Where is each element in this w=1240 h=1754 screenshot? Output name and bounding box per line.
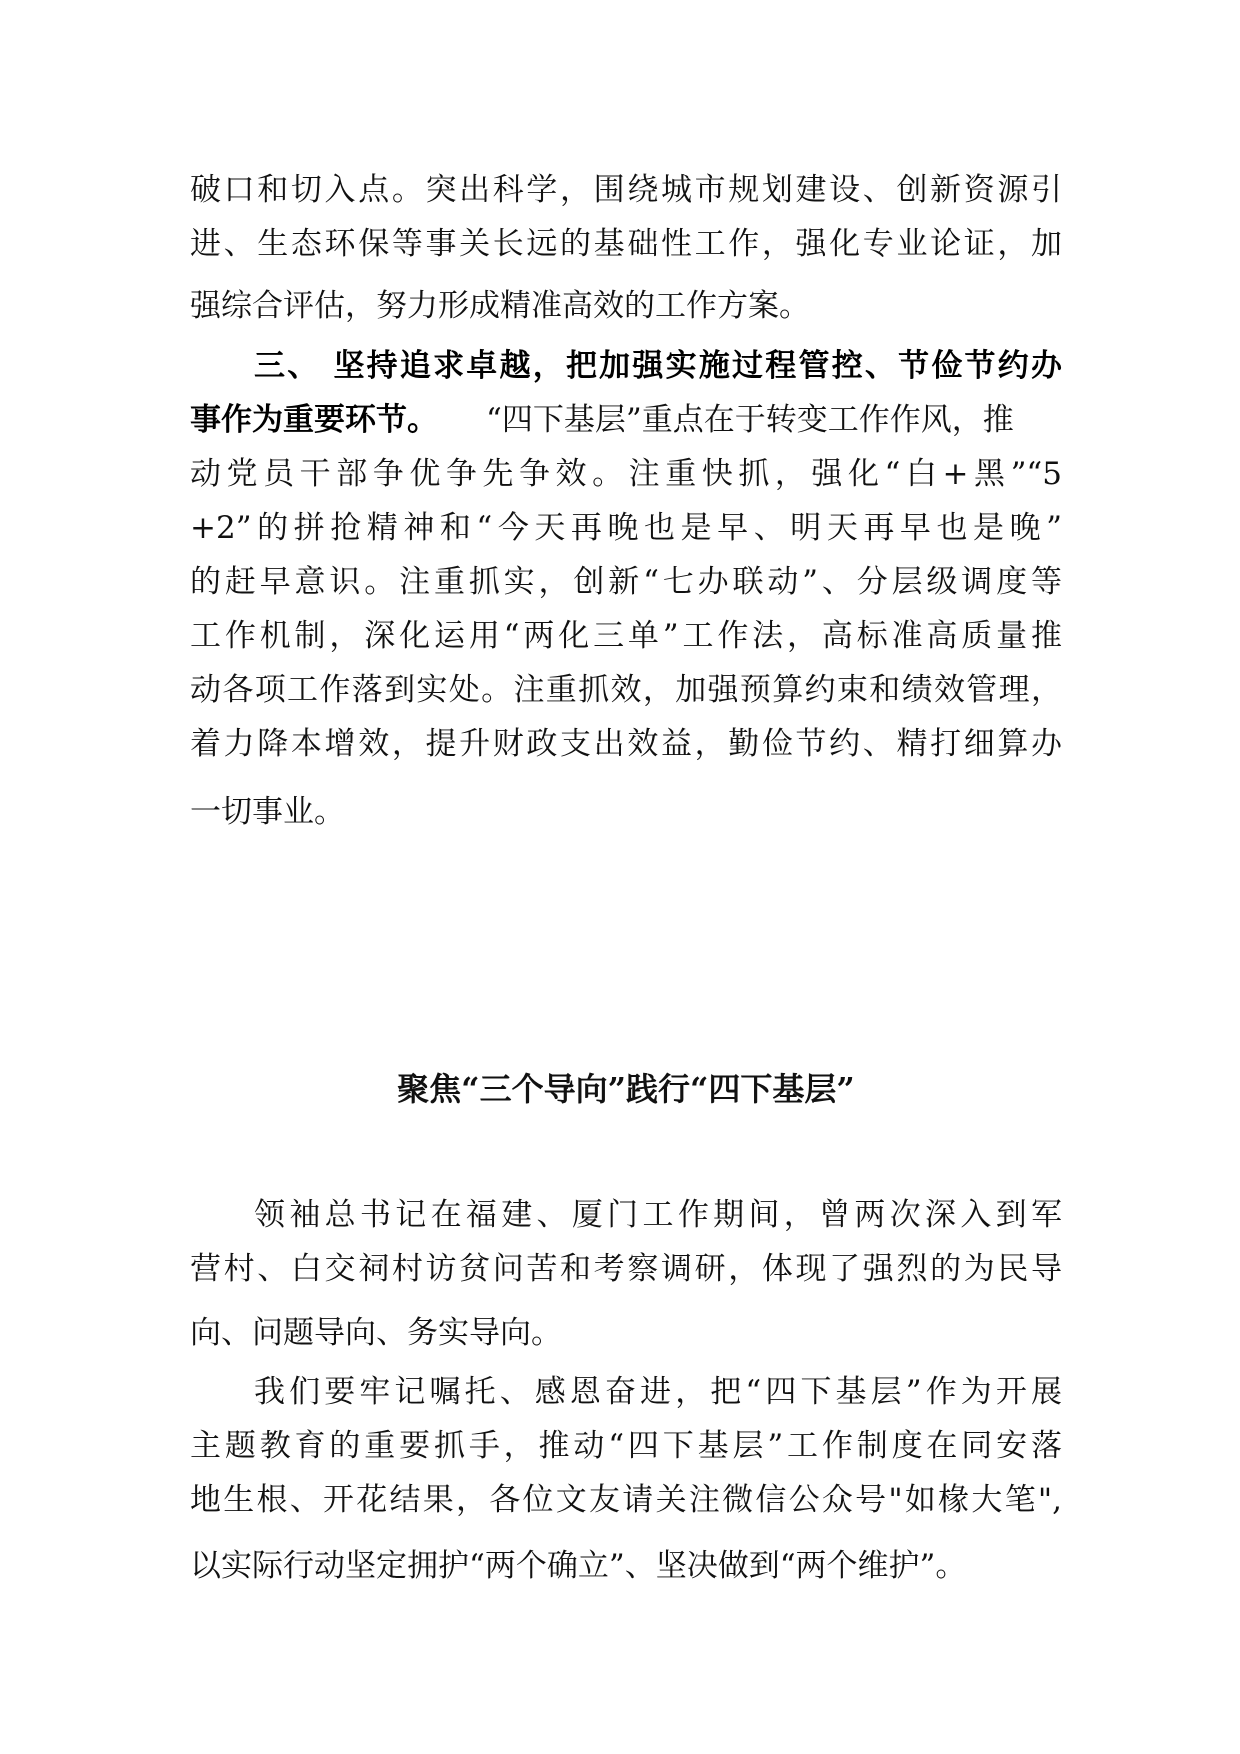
article-paragraph-2 (190, 1365, 1062, 1593)
paragraph-line: 营村、白交祠村访贫问苦和考察调研，体现了强烈的为民导 (190, 1251, 1062, 1287)
paragraph-line: 的赶早意识。注重抓实，创新“七办联动”、分层级调度等 (190, 564, 1062, 600)
paragraph-line: 强综合评估，努力形成精准高效的工作方案。 (190, 288, 810, 324)
paragraph-line: 主题教育的重要抓手，推动“四下基层”工作制度在同安落 (190, 1428, 1062, 1464)
paragraph-line: 破口和切入点。突出科学，围绕城市规划建设、创新资源引 (190, 172, 1062, 208)
paragraph-text: “四下基层”重点在于转变工作作风，推 (486, 402, 1014, 438)
paragraph-line: 动各项工作落到实处。注重抓效，加强预算约束和绩效管理， (190, 672, 1062, 708)
section-heading-line2 (190, 393, 1062, 447)
paragraph-line: 着力降本增效，提升财政支出效益，勤俭节约、精打细算办 (190, 726, 1062, 762)
paragraph-line: 我们要牢记嘱托、感恩奋进，把“四下基层”作为开展 (254, 1374, 1062, 1410)
paragraph-line: 工作机制，深化运用“两化三单”工作法，高标准高质量推 (190, 618, 1062, 654)
continued-paragraph (190, 163, 1062, 333)
paragraph-line: +2”的拼抢精神和“今天再晚也是早、明天再早也是晚” (190, 510, 1062, 546)
section-heading-tail: 事作为重要环节。 (190, 402, 438, 438)
paragraph-line: 地生根、开花结果，各位文友请关注微信公众号"如椽大笔", (190, 1482, 1062, 1518)
paragraph-line: 以实际行动坚定拥护“两个确立”、坚决做到“两个维护”。 (190, 1548, 967, 1584)
section-heading: 三、 坚持追求卓越，把加强实施过程管控、节俭节约办 (254, 348, 1062, 384)
paragraph-line: 动党员干部争优争先争效。注重快抓，强化“白+黑”“5 (190, 456, 1062, 492)
paragraph-line: 领袖总书记在福建、厦门工作期间，曾两次深入到军 (254, 1197, 1062, 1233)
article-title: 聚焦“三个导向”践行“四下基层” (397, 1070, 855, 1108)
paragraph-line: 进、生态环保等事关长远的基础性工作，强化专业论证，加 (190, 226, 1062, 262)
article-paragraph-1 (190, 1188, 1062, 1360)
section-three (190, 339, 1062, 839)
paragraph-line: 一切事业。 (190, 794, 345, 830)
paragraph-line: 向、问题导向、务实导向。 (190, 1315, 562, 1351)
